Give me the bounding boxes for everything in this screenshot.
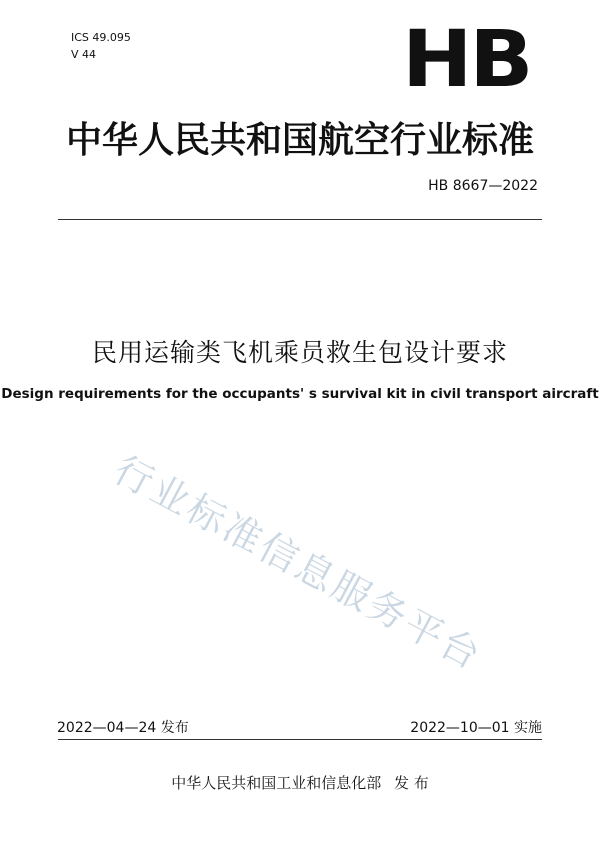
- publish-action: 发 布: [394, 774, 429, 792]
- watermark: 行业标准信息服务平台: [107, 447, 490, 679]
- standard-number: HB 8667—2022: [428, 178, 538, 194]
- hb-logo: HB: [402, 15, 531, 105]
- category-code: V 44: [71, 48, 97, 61]
- bottom-divider: [58, 739, 542, 740]
- document-title-en: Design requirements for the occupants' s survival kit in civil transport aircraft: [1, 386, 599, 402]
- standard-title: 中华人民共和国航空行业标准: [65, 120, 534, 161]
- top-divider: [58, 219, 542, 220]
- document-title-cn: 民用运输类飞机乘员救生包设计要求: [91, 338, 508, 367]
- implementation-date: 2022—10—01 实施: [410, 720, 542, 736]
- issue-date: 2022—04—24 发布: [57, 720, 189, 736]
- publisher-line: [0, 772, 600, 793]
- publisher-name: 中华人民共和国工业和信息化部: [171, 774, 382, 792]
- ics-code: ICS 49.095: [71, 31, 131, 44]
